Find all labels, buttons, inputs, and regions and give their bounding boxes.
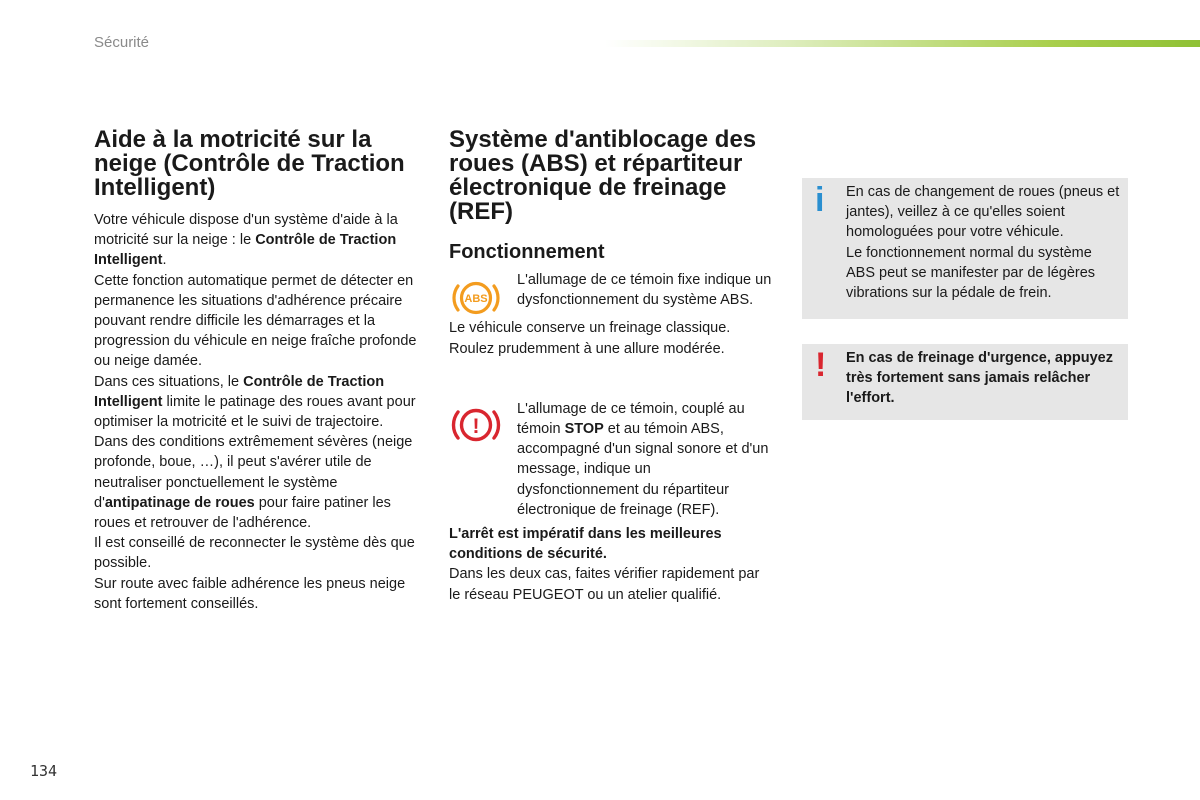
traction-paragraph: Il est conseillé de reconnecter le système dès que possible. [94,535,415,572]
header-accent-bar [605,40,1200,47]
abs-lamp-label: ABS [464,293,488,305]
brake-warning-lamp-icon [449,403,503,452]
text-run: . [162,252,167,269]
text-run: Dans ces situations, le [94,373,244,390]
abs-lamp-block [449,270,774,310]
traction-paragraph [94,210,424,271]
text-run: Dans des conditions extrêmement sévères (neige profonde, boue, …), il peut s'avérer utile de neutraliser ponctuellement le système d' [94,434,413,511]
info-line: Le fonctionnement normal du système ABS peut se manifester par de légères vibrations sur la pédale de frein. [846,244,1096,302]
abs-title-line: électronique de freinage [449,174,727,201]
info-line: En cas de changement de roues (pneus et jantes), veillez à ce qu'elles soient homologuées pour votre véhicule. [846,184,1120,241]
abs-section [449,128,774,605]
abs-subtitle: Fonctionnement [449,241,605,263]
page-number: 134 [30,762,58,780]
text-run-bold: Contrôle de Traction Intelligent [94,232,397,269]
traction-section [94,128,424,614]
info-icon: i [815,181,825,219]
abs-lamp-text: L'allumage de ce témoin fixe indique un dysfonctionnement du système ABS. [517,272,772,309]
text-run: Votre véhicule dispose d'un système d'aide à la motricité sur la neige : le [94,212,398,249]
traction-paragraph: Sur route avec faible adhérence les pneus neige sont fortement conseillés. [94,575,406,612]
traction-title-line: neige (Contrôle de Traction [94,150,405,177]
traction-title-line: Intelligent) [94,174,216,201]
text-run-bold: STOP [564,421,604,438]
stop-warning-text: L'arrêt est impératif dans les meilleures conditions de sécurité. [449,526,722,563]
text-run: limite le patinage des roues avant pour optimiser la motricité et le suivi de trajectoire. [94,393,416,431]
text-run: L'allumage de ce témoin, couplé au témoin [517,400,745,438]
abs-title-line: (REF) [449,198,513,225]
traction-paragraph [94,432,424,533]
warning-icon: ! [815,346,827,384]
brake-lamp-glyph: ! [472,414,480,438]
traction-title [94,128,424,200]
info-box [802,178,1128,319]
traction-paragraph: Cette fonction automatique permet de détecter en permanence les situations d'adhérence précaire pouvant rendre difficile les démarrages et la progression du véhicule en neige fraîche profonde ou neige damée. [94,272,417,370]
warning-box-text [846,348,1124,409]
ref-lamp-block [449,399,774,520]
info-box-text [846,182,1124,303]
abs-title-line: Système d'antiblocage des [449,126,757,153]
final-advice-text: Dans les deux cas, faites vérifier rapidement par le réseau PEUGEOT ou un atelier qualifié. [449,566,760,603]
traction-paragraph [94,372,424,433]
abs-title-line: roues (ABS) et répartiteur [449,150,743,177]
warning-line: En cas de freinage d'urgence, appuyez très fortement sans jamais relâcher l'effort. [846,350,1113,407]
section-label: Sécurité [94,34,150,51]
text-run: et au témoin ABS, accompagné d'un signal sonore et d'un message, indique un dysfonctionnement du répartiteur électronique de freinage (REF). [517,421,769,518]
abs-lamp-after: Le véhicule conserve un freinage classique. Roulez prudemment à une allure modérée. [449,320,731,357]
warning-box [802,344,1128,420]
abs-title [449,128,774,224]
traction-title-line: Aide à la motricité sur la [94,126,372,153]
abs-warning-lamp-icon [449,278,503,323]
text-run-bold: antipatinage de roues [104,494,255,511]
text-run: pour faire patiner les roues et retrouver de l'adhérence. [94,494,391,532]
ref-lamp-text [517,399,774,520]
text-run-bold: Contrôle de Traction Intelligent [94,373,385,410]
